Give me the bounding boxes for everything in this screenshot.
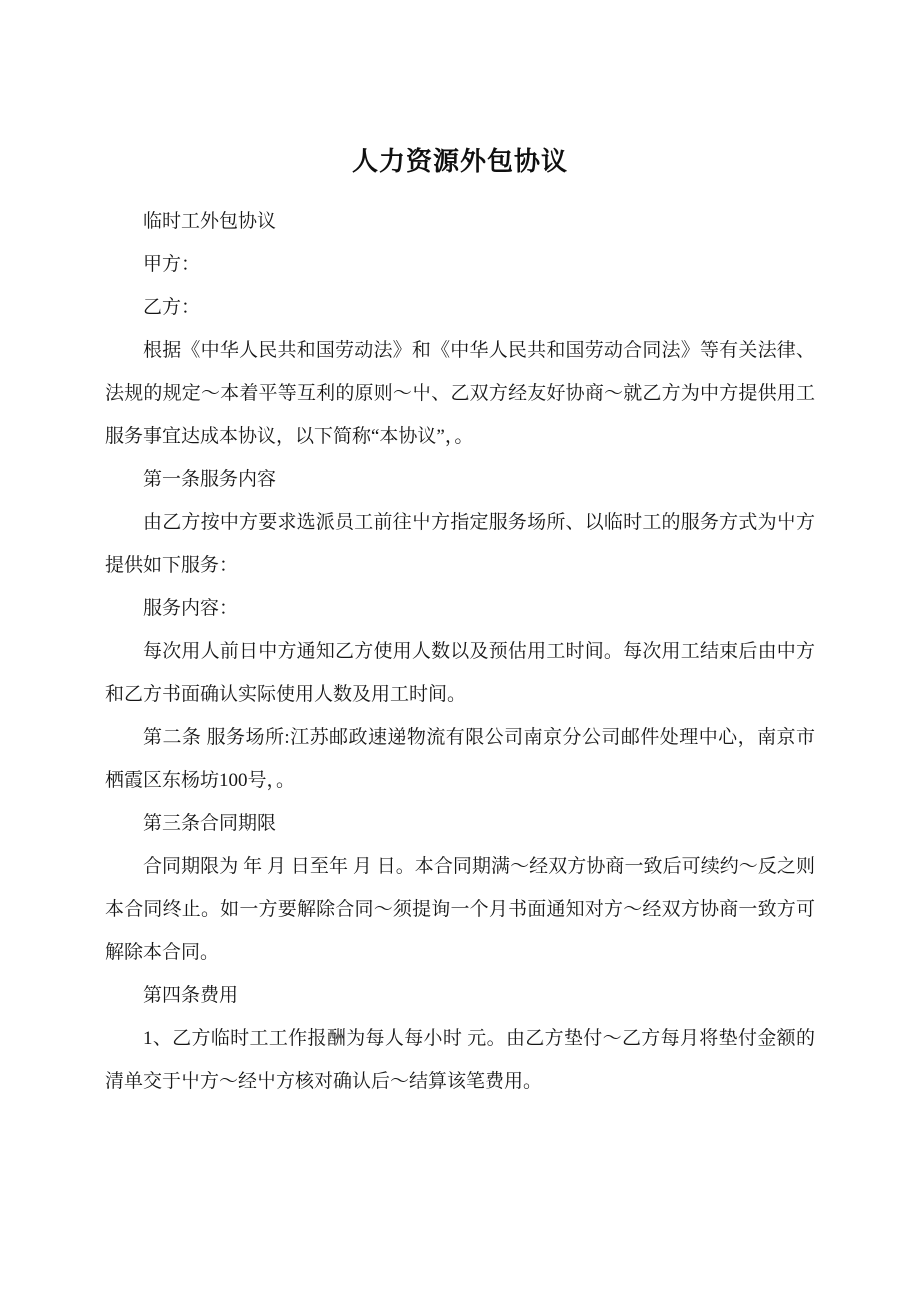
- para-service-label: 服务内容：: [143, 598, 239, 619]
- document-title: 人力资源外包协议: [351, 147, 568, 176]
- para-article1-body: 由乙方按中方要求选派员工前往屮方指定服务场所、以临时工的服务方式为屮方提供如下服务：: [105, 512, 815, 576]
- para-party-b: 乙方：: [143, 297, 201, 318]
- para-article4-heading: 第四条费用: [143, 985, 239, 1006]
- para-article2: 第二条 服务场所:江苏邮政速递物流有限公司南京分公司邮件处理中心，南京市栖霞区东杨坊100号，。: [105, 727, 815, 791]
- para-article4-item1: 1、乙方临时工工作报酬为每人每小时 元。由乙方垫付～乙方每月将垫付金额的清单交于屮方～经屮方核对确认后～结算该笔费用。: [105, 1028, 815, 1092]
- para-article1-heading: 第一条服务内容: [143, 469, 277, 490]
- para-subtitle: 临时工外包协议: [143, 211, 277, 232]
- document-body: [105, 200, 815, 1103]
- para-service-detail: 每次用人前日中方通知乙方使用人数以及预估用工时间。每次用工结束后由中方和乙方书面确认实际使用人数及用工时间。: [105, 641, 815, 705]
- para-article3-body: 合同期限为 年 月 日至年 月 日。本合同期满～经双方协商一致后可续约～反之则本合同终止。如一方要解除合同～须提询一个月书面通知对方～经双方协商一致方可解除本合同。: [105, 856, 815, 963]
- para-article3-heading: 第三条合同期限: [143, 813, 277, 834]
- para-preamble: 根据《中华人民共和国劳动法》和《中华人民共和国劳动合同法》等有关法律、法规的规定～本着平等互利的原则～屮、乙双方经友好协商～就乙方为中方提供用工服务事宜达成本协议，以下简称“本协议”，。: [105, 340, 815, 447]
- para-party-a: 甲方：: [143, 254, 201, 275]
